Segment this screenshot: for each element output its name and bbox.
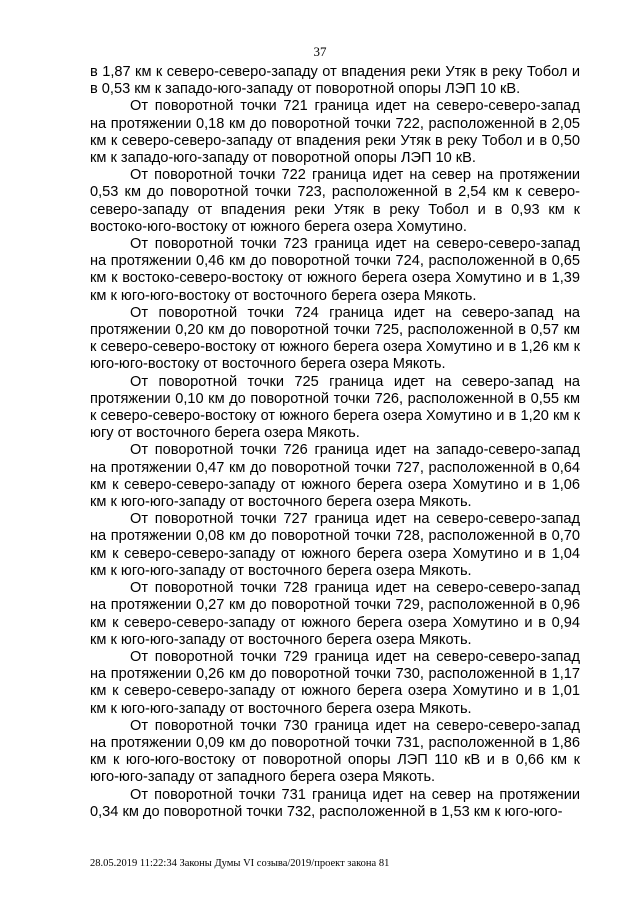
paragraph: От поворотной точки 729 граница идет на северо-северо-запад на протяжении 0,26 км до поворотной точки 730, расположенной в 1,17 км к северо-северо-западу от южного берега озера Хомутино и в 1,01 км к юго-юго-западу от восточного берега озера Мякоть. xyxy=(90,648,580,717)
paragraph: От поворотной точки 727 граница идет на северо-северо-запад на протяжении 0,08 км до поворотной точки 728, расположенной в 0,70 км к северо-северо-западу от южного берега озера Хомутино и в 1,04 км к юго-юго-западу от восточного берега озера Мякоть. xyxy=(90,511,580,579)
paragraph: От поворотной точки 730 граница идет на северо-северо-запад на протяжении 0,09 км до поворотной точки 731, расположенной в 1,86 км к юго-юго-востоку от поворотной опоры ЛЭП 110 кВ и в 0,66 км к юго-юго-западу от западного берега озера Мякоть. xyxy=(90,717,580,786)
paragraph: От поворотной точки 723 граница идет на северо-северо-запад на протяжении 0,46 км до поворотной точки 724, расположенной в 0,65 км к востоко-северо-востоку от южного берега озера Хомутино и в 1,39 км к юго-юго-востоку от восточного берега озера Мякоть. xyxy=(90,236,580,304)
paragraph: От поворотной точки 724 граница идет на северо-запад на протяжении 0,20 км до поворотной точки 725, расположенной в 0,57 км к северо-северо-востоку от южного берега озера Хомутино и в 1,26 км к юго-юго-востоку от восточного берега озера Мякоть. xyxy=(90,304,580,373)
paragraph: От поворотной точки 726 граница идет на западо-северо-запад на протяжении 0,47 км до поворотной точки 727, расположенной в 0,64 км к северо-северо-западу от южного берега озера Хомутино и в 1,06 км к юго-юго-западу от восточного берега озера Мякоть. xyxy=(90,442,580,511)
paragraph: От поворотной точки 721 граница идет на северо-северо-запад на протяжении 0,18 км до поворотной точки 722, расположенной в 2,05 км к северо-северо-западу от впадения реки Утяк в реку Тобол и в 0,50 км к западо-юго-западу от поворотной опоры ЛЭП 10 кВ. xyxy=(90,98,580,167)
paragraph: От поворотной точки 728 граница идет на северо-северо-запад на протяжении 0,27 км до поворотной точки 729, расположенной в 0,96 км к северо-северо-западу от южного берега озера Хомутино и в 0,94 км к юго-юго-западу от восточного берега озера Мякоть. xyxy=(90,580,580,648)
paragraph: От поворотной точки 725 граница идет на северо-запад на протяжении 0,10 км до поворотной точки 726, расположенной в 0,55 км к северо-северо-востоку от южного берега озера Хомутино и в 1,20 км к югу от восточного берега озера Мякоть. xyxy=(90,373,580,442)
paragraph: От поворотной точки 722 граница идет на север на протяжении 0,53 км до поворотной точки 723, расположенной в 2,54 км к северо-северо-западу от впадения реки Утяк в реку Тобол и в 0,93 км к востоко-юго-востоку от южного берега озера Хомутино. xyxy=(90,167,580,235)
document-body xyxy=(90,64,580,821)
paragraph: в 1,87 км к северо-северо-западу от впадения реки Утяк в реку Тобол и в 0,53 км к западо-юго-западу от поворотной опоры ЛЭП 10 кВ. xyxy=(90,64,580,98)
paragraph: От поворотной точки 731 граница идет на север на протяжении 0,34 км до поворотной точки 732, расположенной в 1,53 км к юго-юго- xyxy=(90,786,580,820)
footer-file-path: 28.05.2019 11:22:34 Законы Думы VI созыва/2019/проект закона 81 xyxy=(90,858,390,869)
page-number: 37 xyxy=(313,44,327,59)
